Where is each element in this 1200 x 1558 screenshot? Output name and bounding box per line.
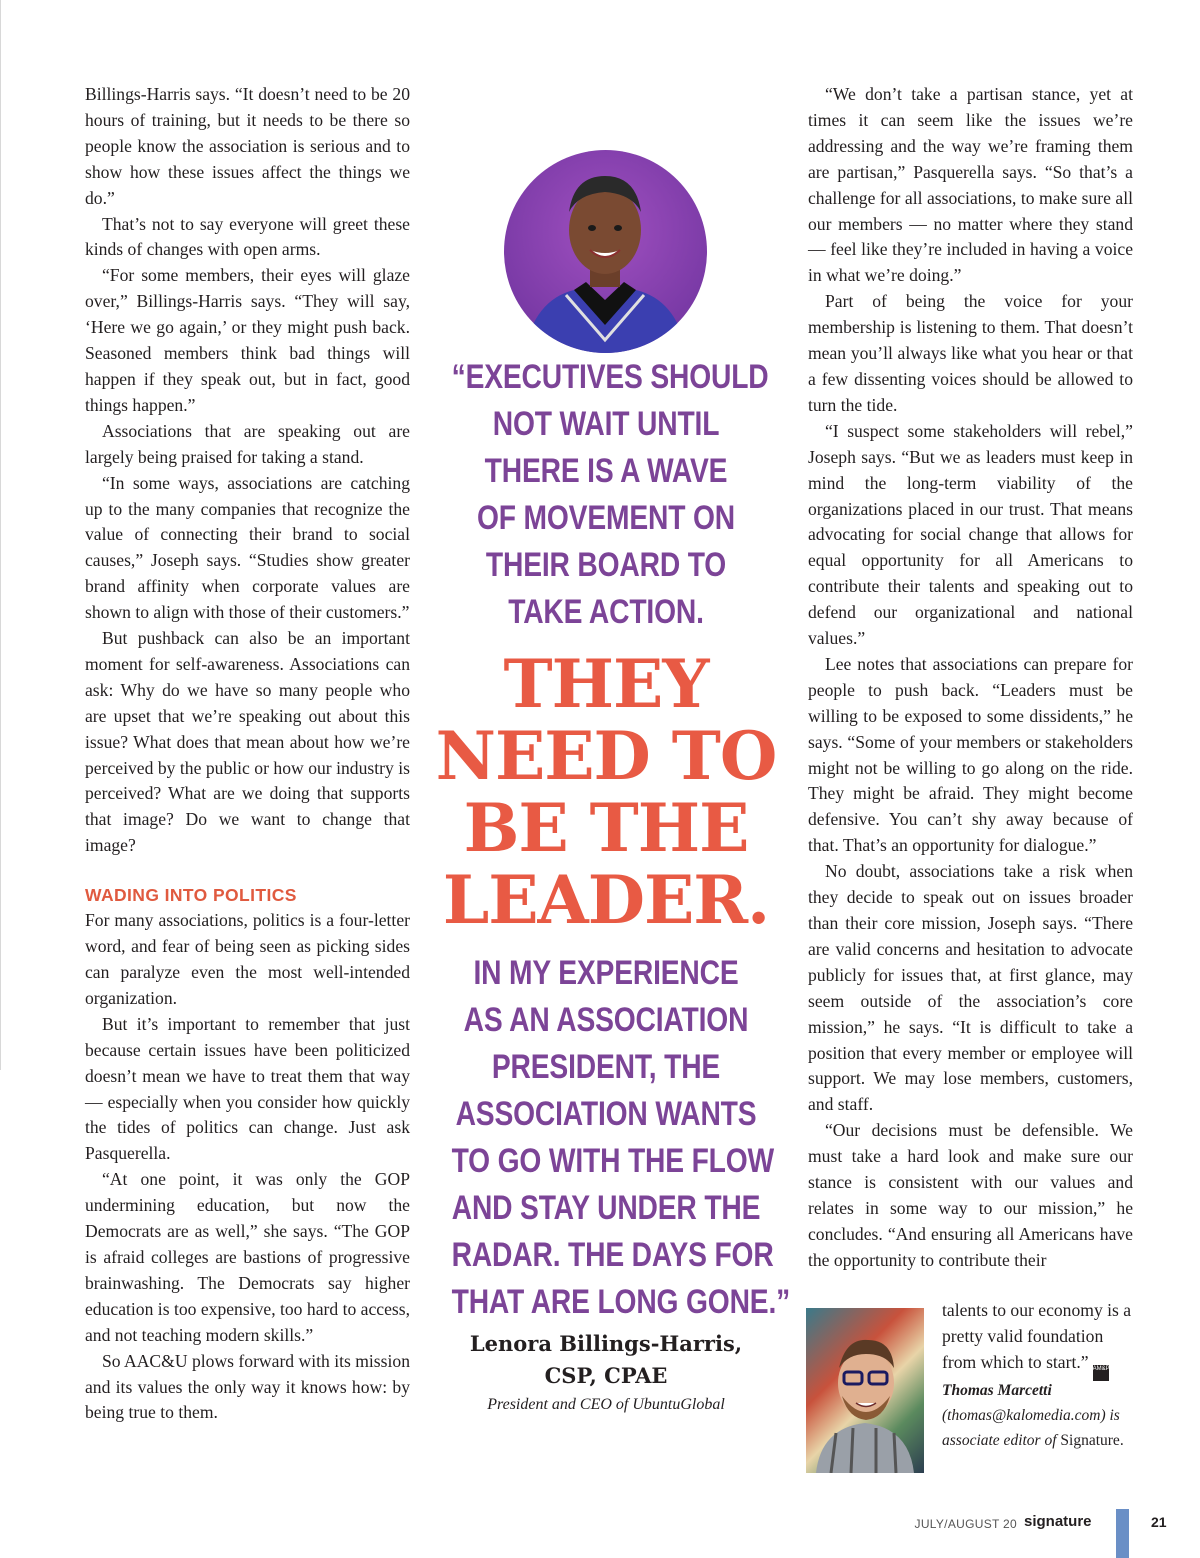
- body-paragraph: Billings-Harris says. “It doesn’t need to be 20 hours of training, but it needs to be there so people know the association is serious and to show how these issues affect the things we do.”: [85, 84, 410, 208]
- pull-quote-line: AS AN ASSOCIATION: [463, 1001, 749, 1039]
- body-paragraph: “Our decisions must be defensible. We must take a hard look and make sure our stance is consistent with our values and relates in some way to our mission,” he concludes. “And ensuring all Americans have the opportunity to contribute their: [808, 1120, 1133, 1270]
- pull-quote-line: IN MY EXPERIENCE: [473, 954, 739, 992]
- pull-quote-line: THERE IS A WAVE: [484, 452, 728, 490]
- body-paragraph: “At one point, it was only the GOP undermining education, but now the Democrats are as well,” she says. “The GOP is afraid colleges are bastions of progressive brainwashing. The Democrats say higher education is too expensive, too hard to access, and not teaching modern skills.”: [85, 1169, 410, 1345]
- body-paragraph: No doubt, associations take a risk when they decide to speak out on issues broader than their core mission, Joseph says. “There are valid concerns and hesitation to advocate publicly for issues that, at first glance, may seem outside of the association’s core mission,” he says. “It is difficult to take a position that every member or employee will support. We may lose members, customers, and staff.: [808, 861, 1133, 1115]
- publication-name: Signature: [1060, 1432, 1120, 1449]
- page-footer: [0, 1509, 1200, 1549]
- body-paragraph: “We don’t take a partisan stance, yet at times it can seem like the issues we’re addressing and the way we’re framing them are partisan,” Pasquerella says. “So that’s a challenge for all associations, to make sure all our members — no matter where they stand — feel like they’re included in having a voice in what we’re doing.”: [808, 84, 1133, 286]
- pull-quote-emphasis-line: NEED TO: [435, 717, 777, 795]
- pull-quote-line: RADAR. THE DAYS FOR: [451, 1236, 774, 1274]
- pull-quote-emphasis-line: THEY: [503, 645, 709, 723]
- attribution-name: Lenora Billings-Harris,: [469, 1331, 743, 1356]
- pull-quote-line: AND STAY UNDER THE: [451, 1189, 761, 1227]
- right-column: [808, 82, 1133, 1274]
- body-paragraph: So AAC&U plows forward with its mission and its values the only way it knows how: by being true to them.: [85, 1350, 410, 1423]
- body-paragraph: For many associations, politics is a four-letter word, and fear of being seen as picking sides can paralyze even the most well-intended organization.: [85, 910, 410, 1008]
- author-photo-illustration: [806, 1308, 924, 1473]
- pull-quote-line: ASSOCIATION WANTS: [455, 1095, 757, 1133]
- pull-quote: [420, 354, 792, 1416]
- attribution-title: President and CEO of UbuntuGlobal: [487, 1396, 725, 1413]
- body-paragraph: Associations that are speaking out are largely being praised for taking a stand.: [85, 420, 410, 467]
- portrait-illustration: [504, 150, 707, 353]
- closing-sentence: talents to our economy is a pretty valid foundation from which to start.”: [942, 1300, 1132, 1372]
- pull-quote-line: PRESIDENT, THE: [491, 1048, 721, 1086]
- pull-quote-bottom: [451, 950, 791, 1326]
- body-paragraph: Part of being the voice for your membership is listening to them. That doesn’t mean you’ll always like what you hear or that a few dissenting voices should be allowed to turn the tide.: [808, 291, 1133, 415]
- bio-end: .: [1119, 1432, 1124, 1449]
- footer-accent-bar: [1116, 1509, 1129, 1558]
- pull-quote-line: TO GO WITH THE FLOW: [451, 1142, 775, 1180]
- pull-quote-line: THAT ARE LONG GONE.”: [451, 1283, 791, 1321]
- pull-quote-line: NOT WAIT UNTIL: [492, 405, 720, 443]
- pull-quote-line: TAKE ACTION.: [508, 593, 704, 631]
- end-mark-icon: AM&P: [1093, 1365, 1109, 1381]
- body-paragraph: But it’s important to remember that just because certain issues have been politicized doesn’t mean we have to treat them that way — especially when you consider how quickly the tides of politics can change. Just ask Pasquerella.: [85, 1013, 410, 1164]
- page-edge-line: [0, 0, 1, 1070]
- pull-quote-emphasis-line: BE THE: [463, 789, 749, 867]
- author-name: Thomas Marcetti: [942, 1382, 1052, 1399]
- issue-date: JULY/AUGUST 20: [914, 1517, 1017, 1531]
- body-paragraph: But pushback can also be an important moment for self-awareness. Associations can ask: Why do we have so many people who are upset that we’re speaking out about this issue? What does that mean about how we’re perceived by the public or how our industry is perceived? What are we doing that supports that image? Do we want to change that image?: [85, 628, 410, 856]
- pull-quote-emphasis: [420, 645, 792, 939]
- author-bio-text: (thomas@kalomedia.com) is associate editor of: [942, 1407, 1120, 1449]
- thomas-marcetti-photo: [806, 1308, 924, 1473]
- body-paragraph: “For some members, their eyes will glaze over,” Billings-Harris says. “They will say, ‘Here we go again,’ or they might push back. Seasoned members think bad things will happen if they speak out, but in fact, good things happen.”: [85, 265, 410, 415]
- pull-quote-top: [451, 354, 769, 636]
- section-subhead: WADING INTO POLITICS: [85, 885, 297, 906]
- magazine-name: signature: [1024, 1513, 1092, 1530]
- body-paragraph: “In some ways, associations are catching up to the many companies that recognize the value of connecting their brand to social causes,” Joseph says. “Studies show greater brand affinity when corporate values are shown to align with those of their customers.”: [85, 472, 410, 623]
- article-closing-text: [942, 1298, 1134, 1381]
- pull-quote-line: “EXECUTIVES SHOULD: [451, 358, 769, 396]
- body-paragraph: That’s not to say everyone will greet these kinds of changes with open arms.: [85, 213, 410, 260]
- pull-quote-line: THEIR BOARD TO: [485, 546, 727, 584]
- lenora-portrait-photo: [504, 150, 707, 353]
- author-bio: [942, 1378, 1137, 1453]
- page-number: 21: [1151, 1514, 1167, 1530]
- attribution-credentials: CSP, CPAE: [544, 1363, 668, 1388]
- pull-quote-emphasis-line: LEADER.: [442, 861, 770, 939]
- body-paragraph: Lee notes that associations can prepare for people to push back. “Leaders must be willing to be exposed to some dissidents,” he says. “Some of your members or stakeholders might not be willing to go along on the ride. They might be afraid. They might become defensive. You can’t shy away because of that. That’s an opportunity for dialogue.”: [808, 653, 1133, 856]
- body-paragraph: “I suspect some stakeholders will rebel,” Joseph says. “But we as leaders must keep in mind the long-term viability of the organizations placed in our trust. That means advocating for social change that allows for equal opportunity for all Americans to contribute their talents and speaking out to defend our organizational and national values.”: [808, 420, 1133, 649]
- pull-quote-line: OF MOVEMENT ON: [477, 499, 735, 537]
- left-column: [85, 82, 410, 1426]
